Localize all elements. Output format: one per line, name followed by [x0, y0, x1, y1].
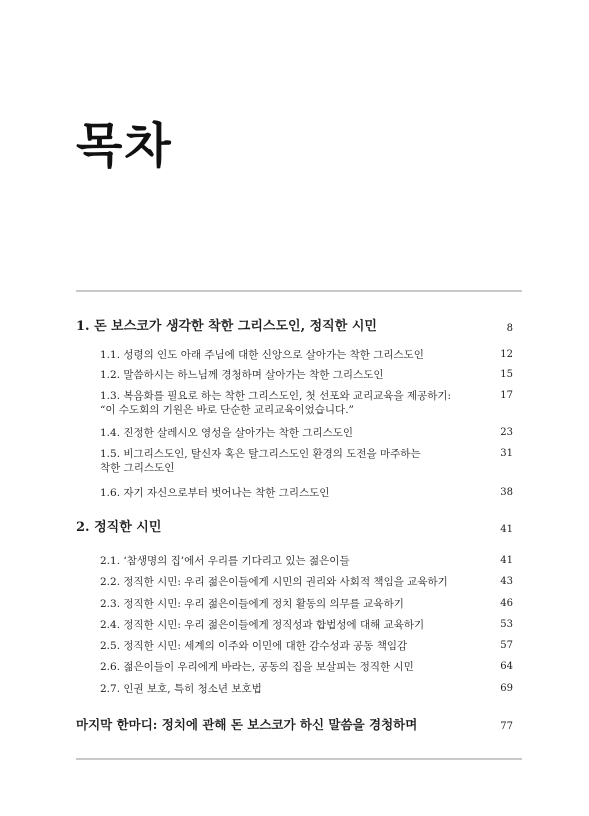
toc-page-number: 15: [500, 369, 513, 380]
toc-page-number: 43: [500, 576, 513, 587]
toc-entry-text: 2.4. 정직한 시민: 우리 젊은이들에게 정직성과 합법성에 대해 교육하기: [100, 619, 425, 631]
bottom-divider: [76, 758, 522, 760]
toc-page-number: 17: [500, 390, 513, 401]
toc-page-number: 46: [500, 598, 513, 609]
toc-entry-text: 2.7. 인권 보호, 특히 청소년 보호법: [100, 683, 262, 695]
toc-entry-text: 2.5. 정직한 시민: 세계의 이주와 이민에 대한 감수성과 공동 책임감: [100, 640, 408, 652]
toc-entry-text: 1. 돈 보스코가 생각한 착한 그리스도인, 정직한 시민: [76, 319, 377, 334]
toc-page-number: 53: [500, 619, 513, 630]
toc-entry-text: 2.2. 정직한 시민: 우리 젊은이들에게 시민의 권리와 사회적 책임을 교육하기: [100, 576, 448, 588]
page-title: 목차: [76, 118, 173, 174]
toc-page-number: 41: [500, 524, 513, 535]
toc-page-number: 8: [506, 323, 513, 334]
toc-entry-text: 2. 정직한 시민: [76, 520, 162, 535]
toc-entry-text: 1.1. 성령의 인도 아래 주님에 대한 신앙으로 살아가는 착한 그리스도인: [100, 349, 424, 361]
toc-entry-text: 2.6. 젊은이들이 우리에게 바라는, 공동의 집을 보살피는 정직한 시민: [100, 661, 414, 673]
toc-entry-text: 1.6. 자기 자신으로부터 벗어나는 착한 그리스도인: [100, 487, 330, 499]
toc-entry-text: 1.2. 말씀하시는 하느님께 경청하며 살아가는 착한 그리스도인: [100, 369, 384, 381]
top-divider: [76, 290, 522, 292]
toc-entry-text: 2.3. 정직한 시민: 우리 젊은이들에게 정치 활동의 의무를 교육하기: [100, 598, 404, 610]
toc-page-number: 23: [500, 427, 513, 438]
toc-entry-text: 2.1. ‘참생명의 집’에서 우리를 기다리고 있는 젊은이들: [100, 555, 350, 567]
toc-page-number: 31: [500, 448, 513, 459]
toc-page-number: 38: [500, 487, 513, 498]
toc-entry-text: 1.4. 진정한 살레시오 영성을 살아가는 착한 그리스도인: [100, 427, 354, 439]
toc-page-number: 57: [500, 640, 513, 651]
toc-page-number: 41: [500, 555, 513, 566]
toc-page-number: 12: [500, 349, 513, 360]
toc-entry-text: 마지막 한마디: 정치에 관해 돈 보스코가 하신 말씀을 경청하며: [76, 717, 418, 732]
toc-page-number: 64: [500, 661, 513, 672]
toc-page-number: 77: [500, 721, 513, 732]
toc-entry-text: 1.3. 복음화를 필요로 하는 착한 그리스도인, 첫 선포와 교리교육을 제공하기: “이 수도회의 기원은 바로 단순한 교리교육이었습니다.”: [100, 390, 452, 416]
toc-page-number: 69: [500, 683, 513, 694]
toc-entry-text: 1.5. 비그리스도인, 탈신자 혹은 탈그리스도인 환경의 도전을 마주하는 착한 그리스도인: [100, 448, 421, 474]
